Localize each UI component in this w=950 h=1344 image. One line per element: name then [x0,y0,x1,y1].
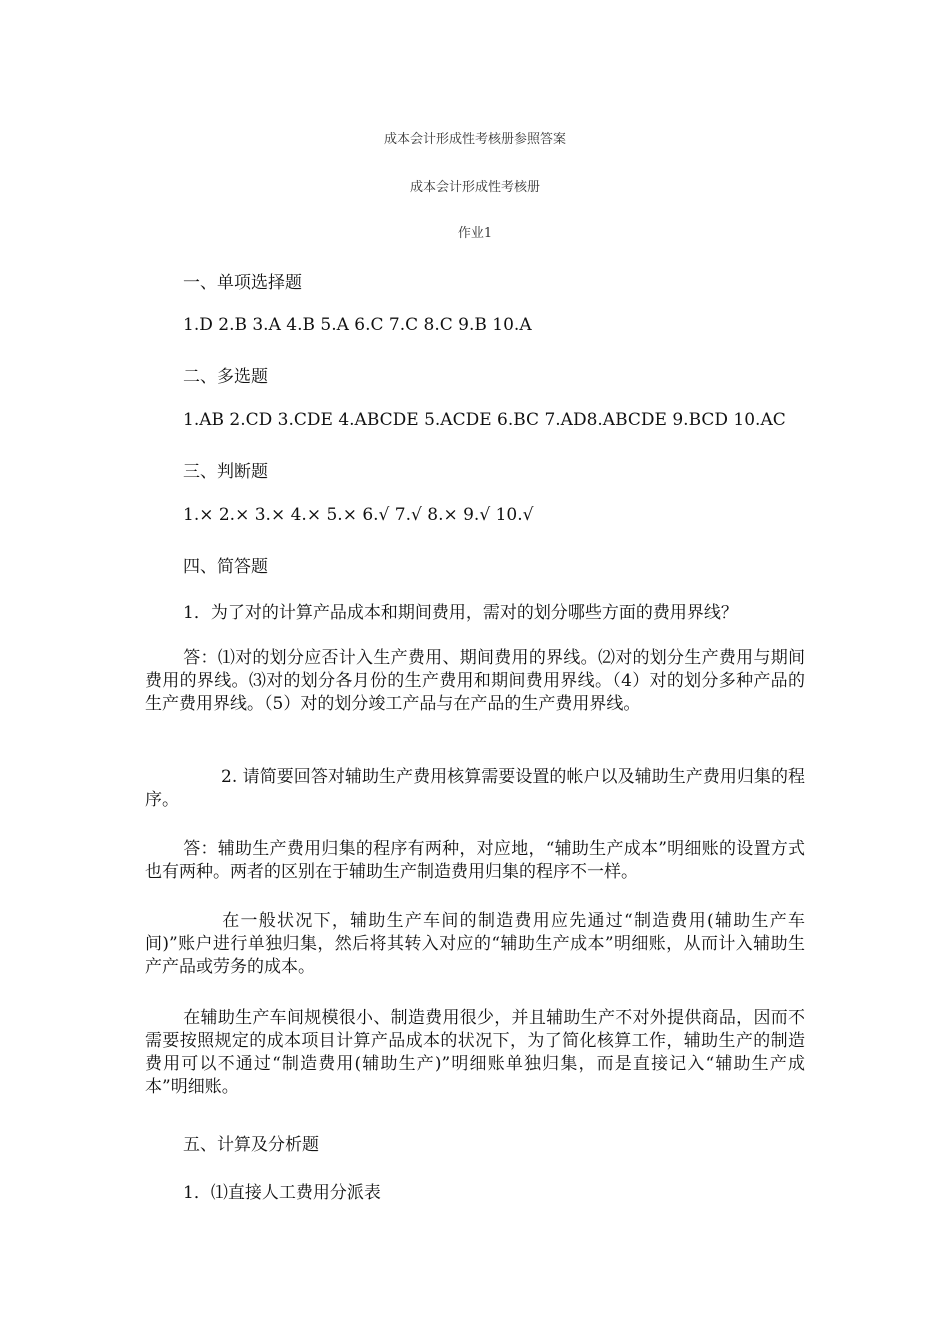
answer-2-paragraph-1 [145,838,805,884]
answer-2-paragraph-2 [145,910,805,979]
answer-2-text-2: 在一般状况下，辅助生产车间的制造费用应先通过“制造费用(辅助生产车间)”账户进行单独归集，然后将其转入对应的“辅助生产成本”明细账，从而计入辅助生产产品或劳务的成本。 [145,911,805,977]
section-heading-single-choice: 一、单项选择题 [183,273,302,293]
question-2-paragraph [145,766,805,812]
calculation-item-1: 1．⑴直接人工费用分派表 [183,1183,381,1203]
question-2-text: 2. 请简要回答对辅助生产费用核算需要设置的帐户以及辅助生产费用归集的程序。 [145,767,805,810]
section-heading-true-false: 三、判断题 [183,462,268,482]
answer-2-paragraph-3 [145,1007,805,1099]
document-subtitle: 成本会计形成性考核册 [409,180,540,195]
assignment-label: 作业1 [457,226,493,241]
section-heading-multiple-choice: 二、多选题 [183,367,268,387]
document-title: 成本会计形成性考核册参照答案 [383,132,566,147]
answer-1-text: 答：⑴对的划分应否计入生产费用、期间费用的界线。⑵对的划分生产费用与期间费用的界线。⑶对的划分各月份的生产费用和期间费用界线。（4）对的划分多种产品的生产费用界线。（5）对的划分竣工产品与在产品的生产费用界线。 [145,648,805,714]
answer-2-text-3: 在辅助生产车间规模很小、制造费用很少，并且辅助生产不对外提供商品，因而不需要按照规定的成本项目计算产品成本的状况下，为了简化核算工作，辅助生产的制造费用可以不通过“制造费用(辅助生产)”明细账单独归集，而是直接记入“辅助生产成本”明细账。 [145,1008,805,1097]
answer-2-text-1: 答：辅助生产费用归集的程序有两种，对应地，“辅助生产成本”明细账的设置方式也有两种。两者的区别在于辅助生产制造费用归集的程序不一样。 [145,839,805,882]
section-heading-short-answer: 四、简答题 [183,557,268,577]
section-heading-calculation: 五、计算及分析题 [183,1135,319,1155]
true-false-answers: 1.× 2.× 3.× 4.× 5.× 6.√ 7.√ 8.× 9.√ 10.√ [183,505,534,525]
answer-1-paragraph [145,647,805,716]
multiple-choice-answers: 1.AB 2.CD 3.CDE 4.ABCDE 5.ACDE 6.BC 7.AD8.ABCDE 9.BCD 10.AC [183,410,786,430]
question-1: 1．为了对的计算产品成本和期间费用，需对的划分哪些方面的费用界线？ [183,603,738,623]
single-choice-answers: 1.D 2.B 3.A 4.B 5.A 6.C 7.C 8.C 9.B 10.A [183,315,532,335]
